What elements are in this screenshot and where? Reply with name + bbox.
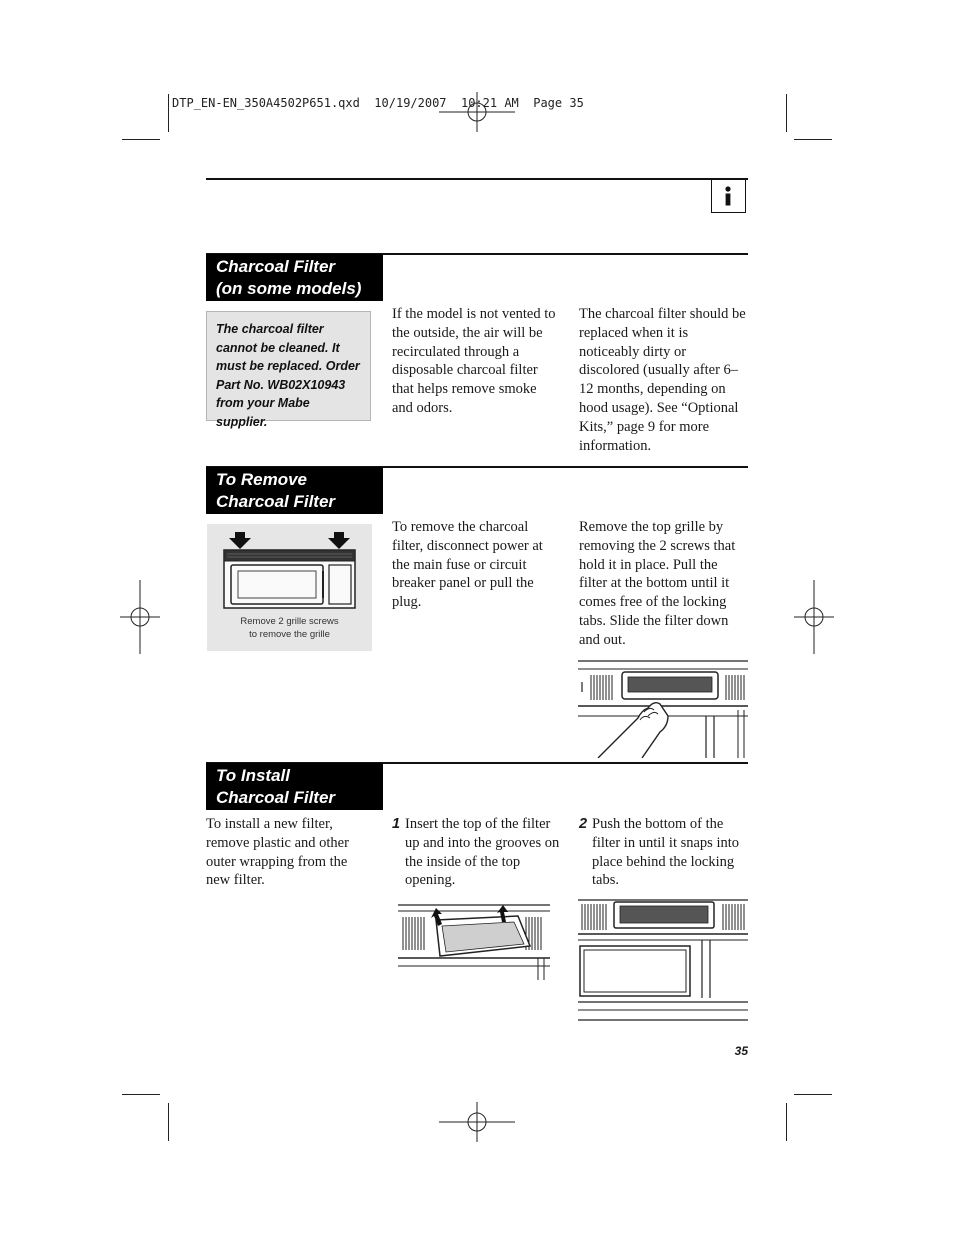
section-title-install-filter: To Install Charcoal Filter: [206, 763, 383, 810]
microwave-illustration: [207, 524, 372, 651]
remove-paragraph-1: To remove the charcoal filter, disconnect power at the main fuse or circuit breaker panel or pull the plug.: [392, 519, 543, 611]
charcoal-paragraph-1: If the model is not vented to the outside, the air will be recirculated through a disposable charcoal filter that helps remove smoke and odors.: [392, 306, 556, 416]
info-tab: [711, 180, 746, 213]
charcoal-paragraph-2: The charcoal filter should be replaced when it is noticeably dirty or discolored (usually after 6–12 months, depending on hood usage). See “Optional Kits,” page 9 for more information.: [579, 306, 746, 454]
printer-slug: DTP_EN-EN_350A4502P651.qxd 10/19/2007 10:21 AM Page 35: [172, 96, 584, 110]
registration-mark-right: [794, 580, 834, 654]
step-text: Push the bottom of the filter in until it snaps into place behind the locking tabs.: [592, 816, 740, 889]
note-box: The charcoal filter cannot be cleaned. It must be replaced. Order Part No. WB02X10943 from your Mabe supplier.: [206, 311, 371, 421]
remove-paragraph-2: Remove the top grille by removing the 2 screws that hold it in place. Pull the filter at the bottom until it comes free of the locking tabs. Slide the filter down and out.: [579, 519, 736, 648]
filter-installed-illustration: [578, 898, 748, 1024]
insert-filter-illustration: [398, 902, 550, 980]
hand-removing-filter-illustration: [578, 660, 748, 758]
install-step-2: [579, 815, 747, 890]
section-title-charcoal-filter: Charcoal Filter (on some models): [206, 254, 383, 301]
header-rule: [206, 178, 748, 180]
step-number: 1: [392, 816, 401, 832]
step-text: Insert the top of the filter up and into the grooves on the inside of the top opening.: [405, 816, 560, 889]
install-step-1: [392, 815, 560, 890]
section-title-remove-filter: To Remove Charcoal Filter: [206, 467, 383, 514]
registration-mark-top: [439, 92, 515, 132]
page-number: 35: [734, 1044, 748, 1058]
info-icon: [712, 180, 744, 211]
registration-mark-left: [120, 580, 160, 654]
step-number: 2: [579, 816, 588, 832]
illustration-caption: Remove 2 grille screws to remove the grille: [240, 616, 339, 640]
microwave-front-drawing: [207, 524, 372, 619]
registration-mark-bottom: [439, 1102, 515, 1142]
install-intro-paragraph: To install a new filter, remove plastic and other outer wrapping from the new filter.: [206, 816, 349, 889]
